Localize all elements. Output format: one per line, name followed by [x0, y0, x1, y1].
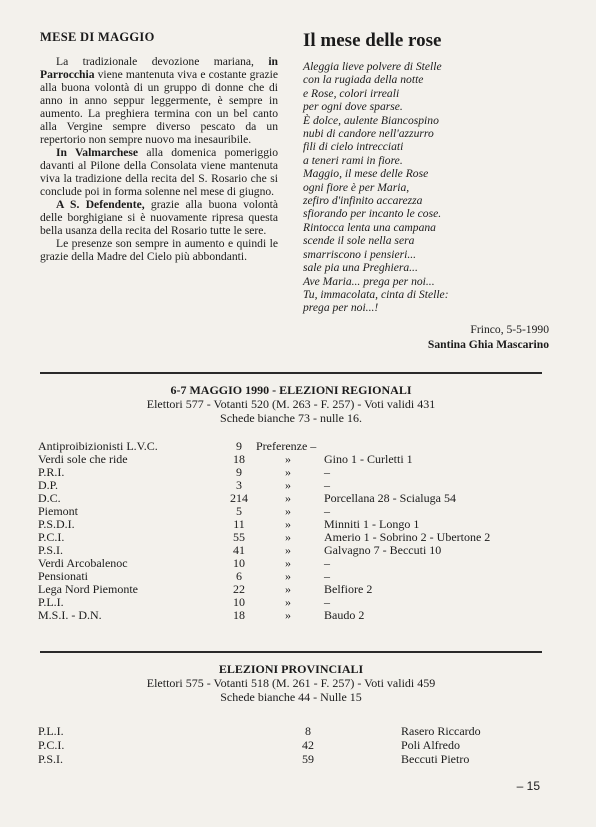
article-title: MESE DI MAGGIO — [40, 30, 155, 44]
party-votes: 6 — [236, 569, 242, 583]
poem-title: Il mese delle rose — [303, 30, 442, 51]
candidate-name: Poli Alfredo — [401, 738, 460, 752]
party-votes: 41 — [233, 543, 245, 557]
party-votes: 5 — [236, 504, 242, 518]
party-name: P.L.I. — [38, 595, 64, 609]
provincial-title: ELEZIONI PROVINCIALI — [218, 662, 364, 676]
preference-names: Belfiore 2 — [324, 582, 373, 596]
poem-line: Maggio, il mese delle Rose — [303, 167, 429, 181]
table-row — [38, 453, 548, 466]
party-name: Piemont — [38, 504, 79, 518]
party-name: P.S.I. — [38, 543, 64, 557]
party-votes: 18 — [233, 608, 245, 622]
ditto-mark: » — [285, 530, 291, 544]
table-row — [38, 466, 548, 479]
preference-names: – — [324, 569, 330, 583]
regional-results-table — [38, 440, 548, 622]
poem-line: Tu, immacolata, cinta di Stelle: — [303, 287, 449, 301]
poem-line: sfiorando per incanto le cose. — [303, 207, 442, 221]
ditto-mark: » — [285, 491, 291, 505]
regional-ballots-line: Schede bianche 73 - nulle 16. — [220, 411, 362, 425]
section-divider — [40, 372, 542, 374]
ditto-mark: » — [285, 608, 291, 622]
ditto-mark: » — [285, 465, 291, 479]
regional-elections-header — [40, 383, 542, 425]
ditto-mark: » — [285, 556, 291, 570]
party-name: Lega Nord Piemonte — [38, 582, 138, 596]
paragraph-bold-text: A S. Defendente, — [56, 198, 145, 211]
provincial-results-table — [38, 724, 548, 766]
table-row — [38, 479, 548, 492]
poem-line: zefiro d'infinito accarezza — [303, 194, 423, 208]
poem-line: a teneri rami in fiore. — [303, 153, 403, 167]
poem-line: Rintocca lenta una campana — [303, 220, 436, 234]
preference-names: Gino 1 - Curletti 1 — [324, 452, 413, 466]
poem-body — [303, 60, 549, 315]
table-row — [38, 724, 548, 738]
ditto-mark: » — [285, 582, 291, 596]
article-paragraph: Le presenze son sempre in aumento e quindi le grazie della Madre del Cielo più abbondanti. — [40, 237, 278, 263]
preference-names: Minniti 1 - Longo 1 — [324, 517, 420, 531]
ditto-mark: » — [285, 517, 291, 531]
poem-place-date: Frinco, 5-5-1990 — [470, 322, 549, 336]
preference-names: Galvagno 7 - Beccuti 10 — [324, 543, 442, 557]
party-name: P.L.I. — [38, 724, 64, 738]
poem-section — [303, 30, 549, 351]
table-row — [38, 492, 548, 505]
party-votes: 9 — [236, 465, 242, 479]
table-row — [38, 583, 548, 596]
party-name: Antiproibizionisti L.V.C. — [38, 439, 158, 453]
ditto-mark: » — [285, 452, 291, 466]
provincial-voters-line: Elettori 575 - Votanti 518 (M. 261 - F. 257) - Voti validi 459 — [146, 676, 436, 690]
page-number: – 15 — [516, 779, 540, 793]
party-name: P.R.I. — [38, 465, 65, 479]
table-row — [38, 752, 548, 766]
poem-line: sale pia una Preghiera... — [303, 261, 418, 275]
paragraph-text: grazie alla buona volontà delle borghigiane si è nuovamente ripresa questa bella usanza della recita del Rosario tutte le sere. — [40, 198, 278, 237]
party-votes: 3 — [236, 478, 242, 492]
poem-line: fili di cielo intrecciati — [303, 140, 404, 154]
paragraph-text: alla domenica pomeriggio davanti al Pilone della Consolata viene mantenuta viva la tradizione della recita del S. Rosario che si conclude poi in forma solenne nel mese di giugno. — [40, 146, 279, 198]
poem-line: ogni fiore è per Maria, — [303, 180, 410, 194]
preference-names: – — [324, 504, 330, 518]
paragraph-text: La tradizionale devozione mariana, — [56, 55, 269, 68]
preference-names: Porcellana 28 - Scialuga 54 — [324, 491, 456, 505]
provincial-ballots-line: Schede bianche 44 - Nulle 15 — [220, 690, 362, 704]
party-name: M.S.I. - D.N. — [38, 608, 102, 622]
poem-line: scende il sole nella sera — [303, 234, 415, 248]
preference-names: – — [324, 478, 330, 492]
regional-voters-line: Elettori 577 - Votanti 520 (M. 263 - F. 257) - Voti validi 431 — [146, 397, 436, 411]
party-votes: 11 — [233, 517, 245, 531]
provincial-elections-header — [40, 662, 542, 704]
party-votes: 214 — [230, 491, 248, 505]
poem-author: Santina Ghia Mascarino — [427, 337, 549, 351]
preference-names: – — [324, 595, 330, 609]
poem-line: smarriscono i pensieri... — [303, 247, 417, 261]
preferences-header: Preferenze – — [256, 439, 317, 453]
table-row — [38, 738, 548, 752]
party-votes: 42 — [302, 738, 314, 752]
party-name: D.C. — [38, 491, 61, 505]
party-votes: 18 — [233, 452, 245, 466]
article-paragraph — [40, 55, 278, 146]
party-name: Pensionati — [38, 569, 88, 583]
candidate-name: Rasero Riccardo — [401, 724, 481, 738]
poem-line: e Rose, colori irreali — [303, 86, 400, 100]
poem-line: Aleggia lieve polvere di Stelle — [303, 60, 442, 73]
regional-title: 6-7 MAGGIO 1990 - ELEZIONI REGIONALI — [170, 383, 412, 397]
preference-names: – — [324, 556, 330, 570]
party-name: Verdi Arcobalenoc — [38, 556, 128, 570]
mese-di-maggio-article — [40, 30, 278, 263]
party-name: P.C.I. — [38, 530, 65, 544]
table-row — [38, 609, 548, 622]
table-row — [38, 596, 548, 609]
ditto-mark: » — [285, 543, 291, 557]
party-votes: 8 — [305, 724, 311, 738]
poem-line: per ogni dove sparse. — [303, 100, 403, 114]
party-votes: 10 — [233, 595, 245, 609]
party-name: D.P. — [38, 478, 59, 492]
ditto-mark: » — [285, 478, 291, 492]
article-paragraph — [40, 146, 278, 198]
table-row — [38, 505, 548, 518]
ditto-mark: » — [285, 569, 291, 583]
paragraph-bold-text: in Parrocchia — [40, 55, 278, 81]
poem-line: con la rugiada della notte — [303, 73, 424, 87]
preference-names: – — [324, 465, 330, 479]
poem-line: È dolce, aulente Biancospino — [303, 113, 439, 127]
party-votes: 59 — [302, 752, 314, 766]
paragraph-bold-text: In Valmarchese — [56, 146, 139, 159]
party-name: P.C.I. — [38, 738, 65, 752]
party-name: P.S.I. — [38, 752, 64, 766]
section-divider — [40, 651, 542, 653]
paragraph-text: viene mantenuta viva e costante grazie alla buona volontà di un gruppo di donne che di anno in anno seppur leggermente, è sempre in aumento. La preghiera termina con un bel canto alla Vergine sempre diverso pescato da un repertorio non sempre nuovo ma inesauribile. — [40, 68, 278, 146]
poem-line: prega per noi...! — [303, 301, 379, 315]
party-name: Verdi sole che ride — [38, 452, 128, 466]
preference-names: Amerio 1 - Sobrino 2 - Ubertone 2 — [324, 530, 491, 544]
party-votes: 55 — [233, 530, 245, 544]
article-paragraph — [40, 198, 278, 237]
candidate-name: Beccuti Pietro — [401, 752, 470, 766]
party-votes: 9 — [236, 439, 242, 453]
table-row — [38, 557, 548, 570]
poem-line: nubi di candore nell'azzurro — [303, 127, 434, 141]
party-votes: 10 — [233, 556, 245, 570]
table-row — [38, 531, 548, 544]
ditto-mark: » — [285, 595, 291, 609]
poem-line: Ave Maria... prega per noi... — [303, 274, 435, 288]
preference-names: Baudo 2 — [324, 608, 365, 622]
party-votes: 22 — [233, 582, 245, 596]
ditto-mark: » — [285, 504, 291, 518]
party-name: P.S.D.I. — [38, 517, 75, 531]
